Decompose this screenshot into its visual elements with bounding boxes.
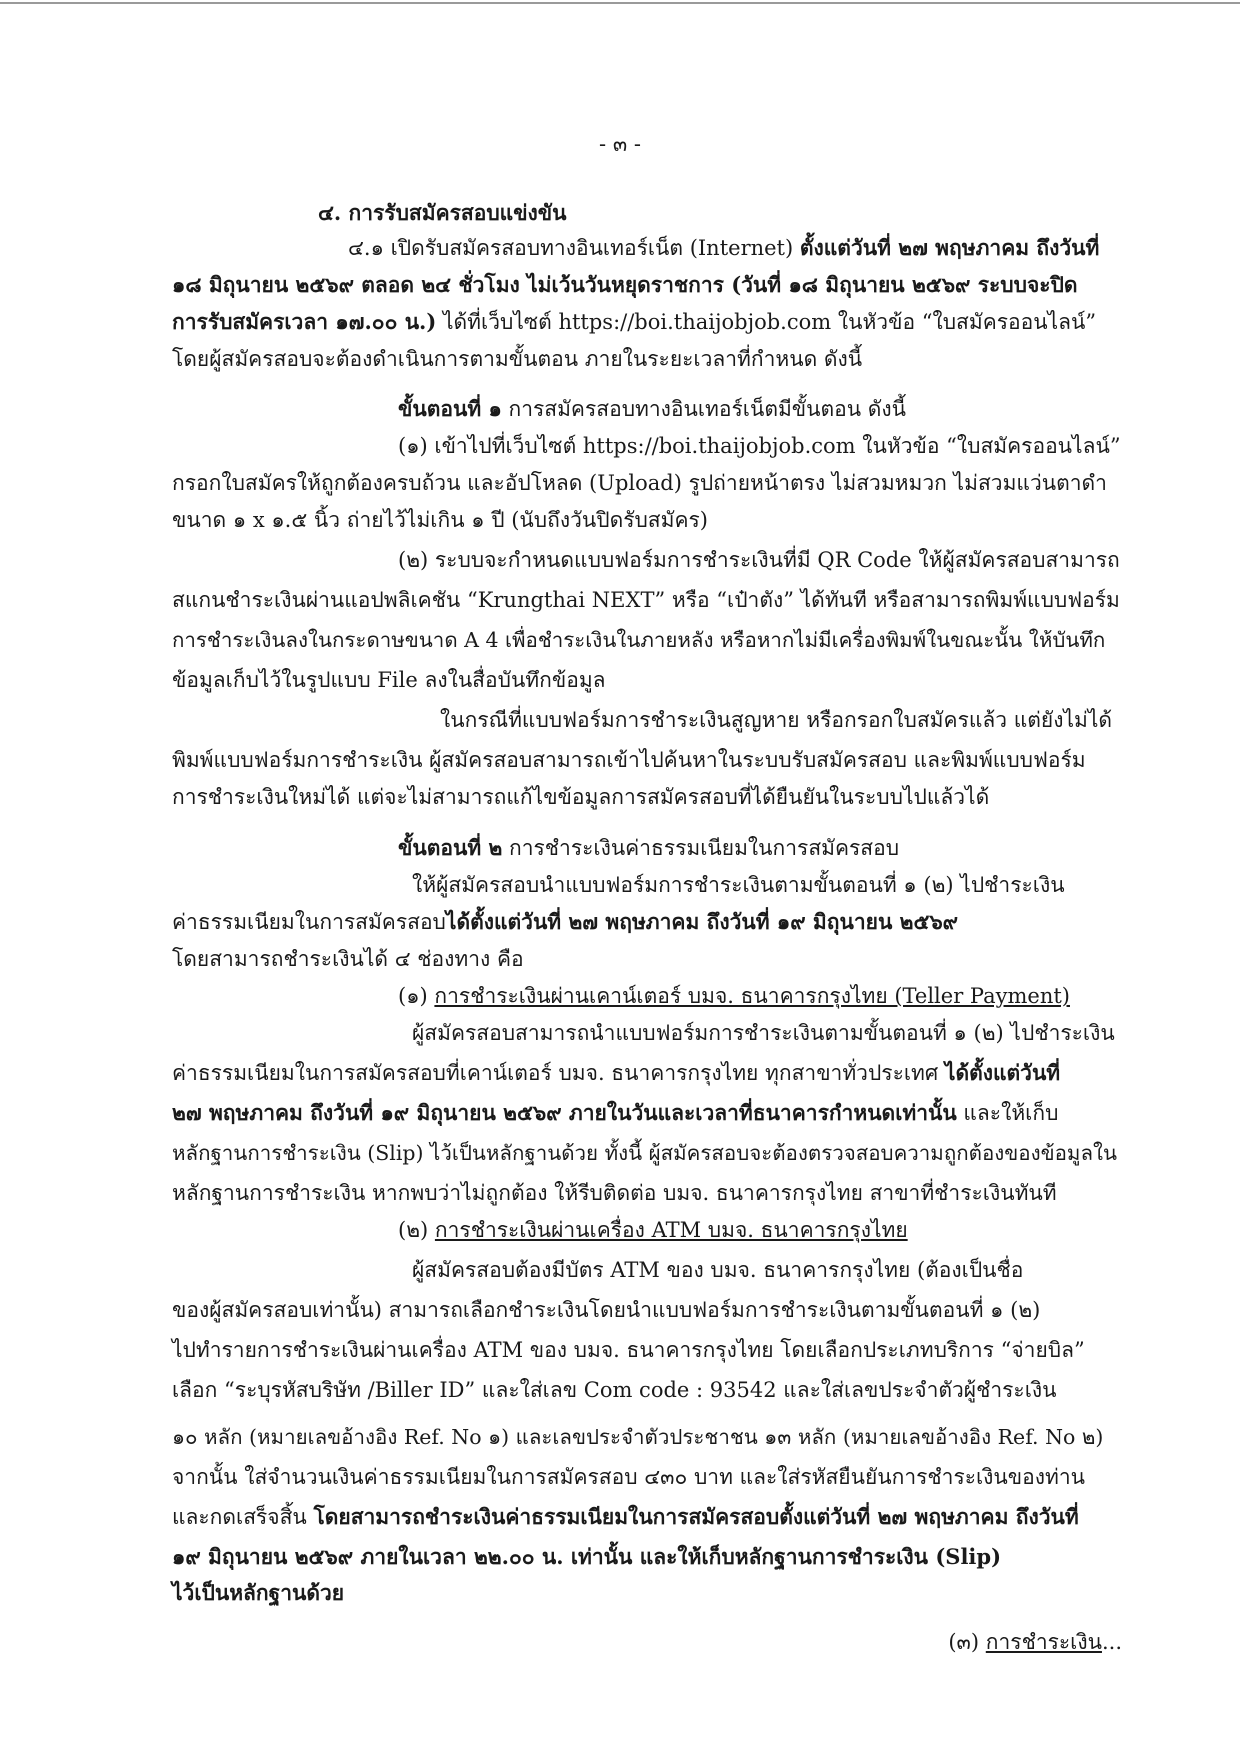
section-heading: ๔. การรับสมัครสอบแข่งขัน <box>318 200 567 225</box>
step-1-item-2-line-4: ข้อมูลเก็บไว้ในรูปแบบ File ลงในสื่อบันทึกข้อมูล <box>172 668 606 692</box>
channel-1-line-1: ผู้สมัครสอบสามารถนำแบบฟอร์มการชำระเงินตามขั้นตอนที่ ๑ (๒) ไปชำระเงิน <box>412 1021 1115 1045</box>
channel-2-heading: (๒) การชำระเงินผ่านเครื่อง ATM บมจ. ธนาคารกรุงไทย <box>398 1218 908 1242</box>
step-2-para-line-2: ค่าธรรมเนียมในการสมัครสอบได้ตั้งแต่วันที่ ๒๗ พฤษภาคม ถึงวันที่ ๑๙ มิถุนายน ๒๕๖๙ <box>172 909 959 934</box>
channel-2-line-7: และกดเสร็จสิ้น โดยสามารถชำระเงินค่าธรรมเนียมในการสมัครสอบตั้งแต่วันที่ ๒๗ พฤษภาคม ถึงวันที่ <box>172 1504 1079 1529</box>
para-4-1-line-4: โดยผู้สมัครสอบจะต้องดำเนินการตามขั้นตอน ภายในระยะเวลาที่กำหนด ดังนี้ <box>172 347 863 371</box>
continuation-note: (๓) การชำระเงิน... <box>948 1630 1122 1654</box>
channel-1-line-3: ๒๗ พฤษภาคม ถึงวันที่ ๑๙ มิถุนายน ๒๕๖๙ ภายในวันและเวลาที่ธนาคารกำหนดเท่านั้น และให้เก็บ <box>172 1100 1059 1125</box>
channel-2-line-6: จากนั้น ใส่จำนวนเงินค่าธรรมเนียมในการสมัครสอบ ๔๓๐ บาท และใส่รหัสยืนยันการชำระเงินของท่าน <box>172 1465 1085 1489</box>
step-1-item-1-line-3: ขนาด ๑ x ๑.๕ นิ้ว ถ่ายไว้ไม่เกิน ๑ ปี (นับถึงวันปิดรับสมัคร) <box>172 508 708 532</box>
channel-2-line-1: ผู้สมัครสอบต้องมีบัตร ATM ของ บมจ. ธนาคารกรุงไทย (ต้องเป็นชื่อ <box>412 1258 1024 1282</box>
step-1-item-1-line-2: กรอกใบสมัครให้ถูกต้องครบถ้วน และอัปโหลด (Upload) รูปถ่ายหน้าตรง ไม่สวมหมวก ไม่สวมแว่นตาดำ <box>172 471 1107 495</box>
channel-2-line-2: ของผู้สมัครสอบเท่านั้น) สามารถเลือกชำระเงินโดยนำแบบฟอร์มการชำระเงินตามขั้นตอนที่ ๑ (๒) <box>172 1298 1041 1322</box>
step-1-note-line-3: การชำระเงินใหม่ได้ แต่จะไม่สามารถแก้ไขข้อมูลการสมัครสอบที่ได้ยืนยันในระบบไปแล้วได้ <box>172 785 990 809</box>
channel-2-line-3: ไปทำรายการชำระเงินผ่านเครื่อง ATM ของ บมจ. ธนาคารกรุงไทย โดยเลือกประเภทบริการ “จ่ายบิล” <box>172 1338 1085 1362</box>
channel-1-heading: (๑) การชำระเงินผ่านเคาน์เตอร์ บมจ. ธนาคารกรุงไทย (Teller Payment) <box>398 984 1070 1008</box>
step-1-item-2-line-2: สแกนชำระเงินผ่านแอปพลิเคชัน “Krungthai NEXT” หรือ “เป๋าตัง” ได้ทันที หรือสามารถพิมพ์แบบฟอร์ม <box>172 588 1120 612</box>
step-1-item-1-line-1: (๑) เข้าไปที่เว็บไซต์ https://boi.thaijobjob.com ในหัวข้อ “ใบสมัครออนไลน์” <box>398 434 1121 458</box>
step-1-item-2-line-3: การชำระเงินลงในกระดาษขนาด A 4 เพื่อชำระเงินในภายหลัง หรือหากไม่มีเครื่องพิมพ์ในขณะนั้น ให้บันทึก <box>172 628 1106 652</box>
channel-2-line-4: เลือก “ระบุรหัสบริษัท /Biller ID” และใส่เลข Com code : 93542 และใส่เลขประจำตัวผู้ชำระเงิน <box>172 1378 1057 1402</box>
step-2-para-line-1: ให้ผู้สมัครสอบนำแบบฟอร์มการชำระเงินตามขั้นตอนที่ ๑ (๒) ไปชำระเงิน <box>412 873 1065 897</box>
channel-2-line-9: ไว้เป็นหลักฐานด้วย <box>172 1580 345 1605</box>
channel-2-line-8: ๑๙ มิถุนายน ๒๕๖๙ ภายในเวลา ๒๒.๐๐ น. เท่านั้น และให้เก็บหลักฐานการชำระเงิน (Slip) <box>172 1544 1002 1569</box>
step-1-note-line-2: พิมพ์แบบฟอร์มการชำระเงิน ผู้สมัครสอบสามารถเข้าไปค้นหาในระบบรับสมัครสอบ และพิมพ์แบบฟอร์ม <box>172 748 1086 772</box>
channel-1-line-5: หลักฐานการชำระเงิน หากพบว่าไม่ถูกต้อง ให้รีบติดต่อ บมจ. ธนาคารกรุงไทย สาขาที่ชำระเงินทันที <box>172 1181 1057 1205</box>
page-number: - ๓ - <box>599 132 641 156</box>
channel-1-line-2: ค่าธรรมเนียมในการสมัครสอบที่เคาน์เตอร์ บมจ. ธนาคารกรุงไทย ทุกสาขาทั่วประเทศ ได้ตั้งแต่วันที่ <box>172 1060 1061 1085</box>
para-4-1-line-2: ๑๘ มิถุนายน ๒๕๖๙ ตลอด ๒๔ ชั่วโมง ไม่เว้นวันหยุดราชการ (วันที่ ๑๘ มิถุนายน ๒๕๖๙ ระบบจะปิด <box>172 272 1078 297</box>
step-2-heading: ขั้นตอนที่ ๒ การชำระเงินค่าธรรมเนียมในการสมัครสอบ <box>398 835 900 860</box>
channel-2-line-5: ๑๐ หลัก (หมายเลขอ้างอิง Ref. No ๑) และเลขประจำตัวประชาชน ๑๓ หลัก (หมายเลขอ้างอิง Ref. No ๒) <box>172 1425 1104 1449</box>
step-1-heading: ขั้นตอนที่ ๑ การสมัครสอบทางอินเทอร์เน็ตมีขั้นตอน ดังนี้ <box>398 396 907 421</box>
channel-1-line-4: หลักฐานการชำระเงิน (Slip) ไว้เป็นหลักฐานด้วย ทั้งนี้ ผู้สมัครสอบจะต้องตรวจสอบความถูกต้องของข้อมูลใน <box>172 1141 1118 1165</box>
para-4-1-line-1: ๔.๑ เปิดรับสมัครสอบทางอินเทอร์เน็ต (Internet) ตั้งแต่วันที่ ๒๗ พฤษภาคม ถึงวันที่ <box>348 235 1100 260</box>
step-2-para-line-3: โดยสามารถชำระเงินได้ ๔ ช่องทาง คือ <box>172 947 524 971</box>
para-4-1-line-3: การรับสมัครเวลา ๑๗.๐๐ น.) ได้ที่เว็บไซต์ https://boi.thaijobjob.com ในหัวข้อ “ใบสมัครออนไลน์” <box>172 309 1097 334</box>
step-1-note-line-1: ในกรณีที่แบบฟอร์มการชำระเงินสูญหาย หรือกรอกใบสมัครแล้ว แต่ยังไม่ได้ <box>440 708 1113 732</box>
step-1-item-2-line-1: (๒) ระบบจะกำหนดแบบฟอร์มการชำระเงินที่มี QR Code ให้ผู้สมัครสอบสามารถ <box>398 548 1120 572</box>
